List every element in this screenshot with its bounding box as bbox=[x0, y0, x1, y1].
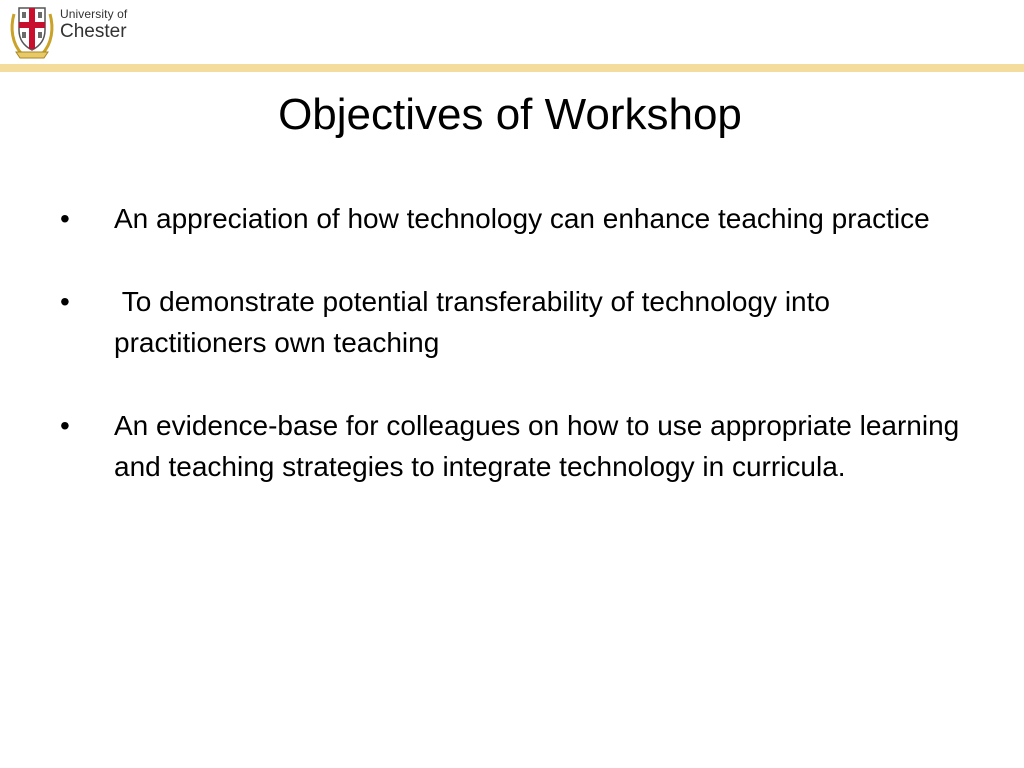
bullet-text: To demonstrate potential transferability of technology into practitioners own teaching bbox=[114, 286, 838, 358]
university-logo bbox=[6, 4, 146, 62]
bullet-text: An appreciation of how technology can enhance teaching practice bbox=[114, 203, 930, 234]
slide-title: Objectives of Workshop bbox=[278, 90, 742, 139]
bullet-marker: • bbox=[60, 286, 70, 317]
bullet-marker: • bbox=[60, 410, 70, 441]
bullet-item bbox=[60, 198, 980, 239]
bullet-item bbox=[60, 405, 980, 487]
logo-text bbox=[60, 8, 127, 41]
slide-header bbox=[0, 0, 1024, 64]
crest-icon bbox=[8, 4, 56, 62]
logo-line-chester: Chester bbox=[60, 21, 127, 42]
bullet-item bbox=[60, 281, 980, 363]
logo-line-university-of: University of bbox=[60, 7, 128, 21]
header-divider bbox=[0, 64, 1024, 72]
bullet-marker: • bbox=[60, 203, 70, 234]
bullet-text: An evidence-base for colleagues on how to use appropriate learning and teaching strategies to integrate technology in curricula. bbox=[114, 410, 960, 482]
bullet-list bbox=[60, 198, 980, 529]
